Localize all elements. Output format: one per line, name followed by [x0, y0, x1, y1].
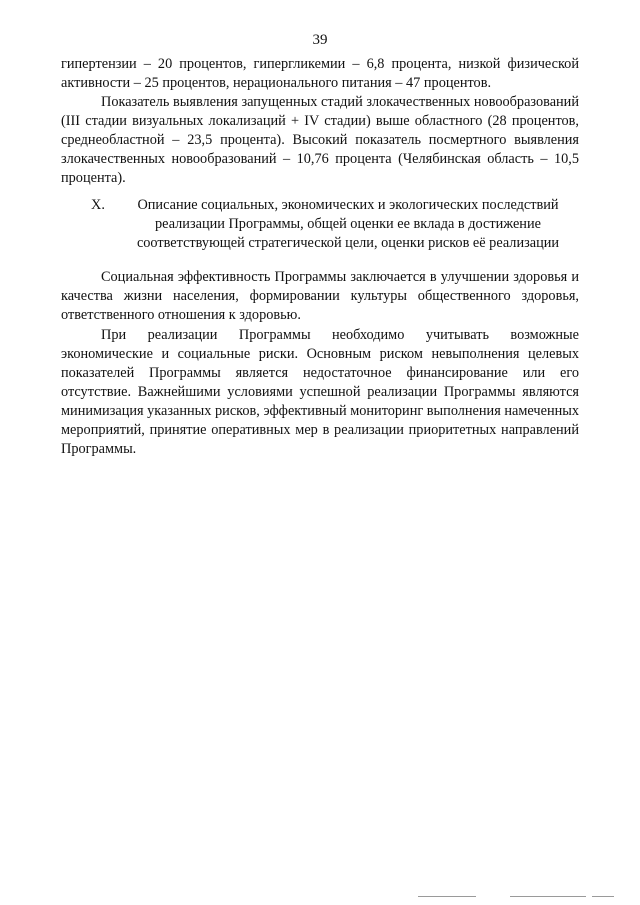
scan-edge-mark	[592, 896, 614, 897]
section-title: Описание социальных, экономических и экологических последствий реализации Программы, общей оценки ее вклада в достижение соответствующей стратегической цели, оценки рисков её реализации	[136, 197, 560, 251]
page-number: 39	[312, 32, 328, 48]
scan-edge-mark	[418, 896, 476, 897]
section-number: X.	[91, 197, 105, 213]
scan-edge-mark	[510, 896, 586, 897]
paragraph-risk-factors-continuation: гипертензии – 20 процентов, гипергликемии – 6,8 процента, низкой физической активности – 25 процентов, нерационального питания – 47 процентов.	[61, 56, 579, 91]
paragraph-program-risks: При реализации Программы необходимо учитывать возможные экономические и социальные риски. Основным риском невыполнения целевых показателей Программы является недостаточное финансирование или его отсутствие. Важнейшими условиями успешной реализации Программы являются минимизация указанных рисков, эффективный мониторинг выполнения намеченных мероприятий, принятие оперативных мер в реализации приоритетных направлений Программы.	[61, 327, 579, 457]
paragraph-cancer-detection: Показатель выявления запущенных стадий злокачественных новообразований (III стадии визуальных локализаций + IV стадии) выше областного (28 процентов, среднеобластной – 23,5 процента). Высокий показатель посмертного выявления злокачественных новообразований – 10,76 процента (Челябинская область – 10,5 процента).	[61, 94, 579, 186]
paragraph-social-efficiency: Социальная эффективность Программы заключается в улучшении здоровья и качества жизни населения, формировании культуры общественного здоровья, ответственного отношения к здоровью.	[61, 269, 579, 323]
